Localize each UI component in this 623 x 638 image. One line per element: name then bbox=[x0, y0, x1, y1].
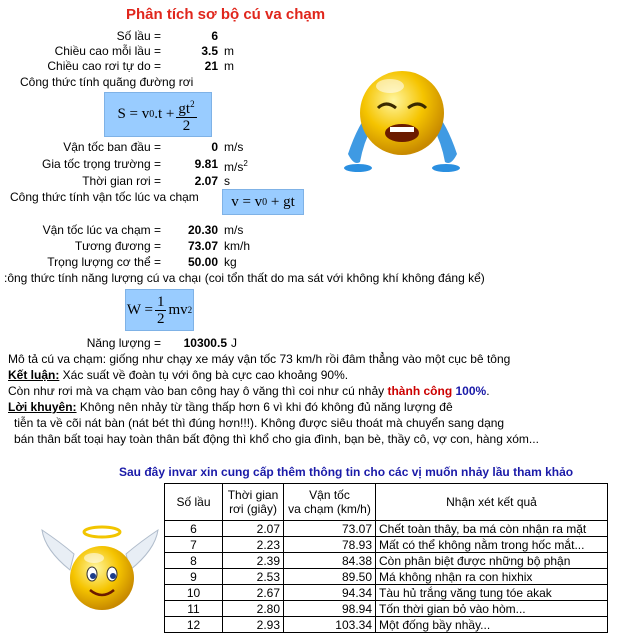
angel-emoji-icon bbox=[40, 520, 160, 620]
fall-height-label: Chiều cao rơi tự do = bbox=[47, 59, 161, 73]
formula2-sub: 0 bbox=[262, 196, 268, 208]
success-text: thành công bbox=[387, 384, 453, 398]
g-unit: $m/s^2$ bbox=[224, 159, 248, 174]
mass-label: Trọng lượng cơ thể = bbox=[47, 255, 161, 269]
advice-line-2: tiễn ta về cõi nát bàn (nát bét thì đúng hơn!!!). Không được siêu thoát mà chuyển sang dạng bbox=[14, 416, 505, 430]
formula1-den: 2 bbox=[182, 117, 191, 134]
formula3-exp: 2 bbox=[187, 305, 193, 315]
crying-emoji-icon bbox=[340, 58, 465, 186]
floor-height-unit: m bbox=[224, 44, 234, 58]
advice-line-3: bán thân bất toại hay toàn thân bất động thì khổ cho gia đình, bạn bè, thầy cô, vợ con, hàng xóm... bbox=[14, 432, 539, 446]
conclusion-label: Kết luận: bbox=[8, 368, 60, 382]
table-row: 9 2.53 89.50 Má không nhận ra con hixhix bbox=[165, 569, 608, 585]
g-value: 9.81 bbox=[194, 157, 218, 171]
table-title: Sau đây invar xin cung cấp thêm thông tin cho các vị muốn nhảy lầu tham khảo bbox=[119, 465, 574, 479]
formula1-num: gt bbox=[178, 100, 191, 117]
header-time: Thời gian rơi (giây) bbox=[223, 484, 284, 521]
table-row: 10 2.67 94.34 Tàu hủ trắng văng tung tóe akak bbox=[165, 585, 608, 601]
table-row: 8 2.39 84.38 Còn phân biệt được những bộ phận bbox=[165, 553, 608, 569]
formula1-mid: .t + bbox=[154, 106, 175, 122]
results-table bbox=[164, 483, 608, 633]
floor-height-label: Chiều cao mỗi lầu = bbox=[54, 44, 161, 58]
conclusion-line bbox=[8, 368, 348, 382]
v-kmh-unit: km/h bbox=[224, 239, 251, 253]
mass-value: 50.00 bbox=[187, 255, 218, 269]
page-title: Phân tích sơ bộ cú va chạm bbox=[126, 6, 326, 23]
advice-label: Lời khuyên: bbox=[8, 400, 77, 414]
energy-unit: J bbox=[231, 336, 237, 350]
distance-formula bbox=[104, 92, 212, 137]
fall-height-unit: m bbox=[224, 59, 234, 73]
mass-unit: kg bbox=[224, 255, 237, 269]
formula1-exp: 2 bbox=[190, 98, 195, 109]
header-comment: Nhận xét kết quả bbox=[376, 484, 608, 521]
header-velocity: Vận tốc va chạm (km/h) bbox=[284, 484, 376, 521]
v-value: 20.30 bbox=[187, 223, 218, 237]
velocity-formula bbox=[222, 189, 304, 215]
v0-value: 0 bbox=[211, 140, 218, 154]
table-row: 12 2.93 103.34 Một đống bầy nhầy... bbox=[165, 617, 608, 633]
balcony-line: Còn như rơi mà va chạm vào ban công hay ô văng thì coi như cú nhảy thành công 100%. bbox=[8, 384, 490, 398]
table-row: 11 2.80 98.94 Tốn thời gian bỏ vào hòm... bbox=[165, 601, 608, 617]
formula2-rhs: + gt bbox=[270, 193, 295, 210]
floor-height-value: 3.5 bbox=[201, 44, 218, 58]
advice-line bbox=[8, 400, 453, 414]
success-percent: 100% bbox=[455, 384, 487, 398]
g-label: Gia tốc trọng trường = bbox=[42, 157, 161, 171]
v0-unit: m/s bbox=[224, 140, 244, 154]
floors-label: Số lầu = bbox=[116, 29, 161, 43]
formula3-label: :ông thức tính năng lượng cú va chạı (coi tổn thất do ma sát với không khí không đáng kể) bbox=[4, 271, 485, 285]
fall-height-value: 21 bbox=[204, 59, 218, 73]
energy-label: Năng lượng = bbox=[86, 336, 161, 350]
formula3-lhs: W = bbox=[126, 301, 153, 318]
v-label: Vận tốc lúc va chạm = bbox=[42, 223, 161, 237]
v0-label: Vận tốc ban đầu = bbox=[63, 140, 161, 154]
formula3-rhs: mv bbox=[168, 301, 188, 318]
v-kmh-label: Tương đương = bbox=[74, 239, 161, 253]
advice-text: Không nên nhảy từ tầng thấp hơn 6 vì khi đó không đủ năng lượng đê bbox=[76, 400, 453, 414]
description-line: Mô tả cú va chạm: giống như chạy xe máy vận tốc 73 km/h rồi đâm thẳng vào một cục bê tông bbox=[8, 352, 511, 366]
formula1-fraction bbox=[176, 96, 196, 134]
formula2-lhs: v = v bbox=[231, 193, 263, 210]
formula3-den: 2 bbox=[156, 310, 165, 327]
table-row: 7 2.23 78.93 Mất có thể không nằm trong hốc mắt... bbox=[165, 537, 608, 553]
t-unit: s bbox=[224, 174, 230, 188]
table-row: 6 2.07 73.07 Chết toàn thây, ba má còn nhận ra mặt bbox=[165, 521, 608, 537]
formula1-lhs: S = v bbox=[117, 106, 150, 122]
energy-formula bbox=[125, 289, 194, 331]
formula1-label: Công thức tính quãng đường rơi bbox=[20, 75, 194, 89]
header-floors: Số lầu bbox=[165, 484, 223, 521]
formula3-num: 1 bbox=[156, 293, 165, 310]
energy-value: 10300.5 bbox=[183, 336, 227, 350]
v-unit: m/s bbox=[224, 223, 244, 237]
conclusion-text: Xác suất về đoàn tụ với ông bà cực cao khoảng 90%. bbox=[59, 368, 349, 382]
t-value: 2.07 bbox=[194, 174, 218, 188]
formula1-sub: 0 bbox=[149, 109, 155, 120]
formula3-fraction bbox=[155, 294, 167, 327]
v-kmh-value: 73.07 bbox=[187, 239, 218, 253]
table-header-row bbox=[165, 484, 608, 521]
t-label: Thời gian rơi = bbox=[82, 174, 161, 188]
formula2-label: Công thức tính vận tốc lúc va chạm bbox=[10, 190, 199, 204]
floors-value: 6 bbox=[211, 29, 218, 43]
